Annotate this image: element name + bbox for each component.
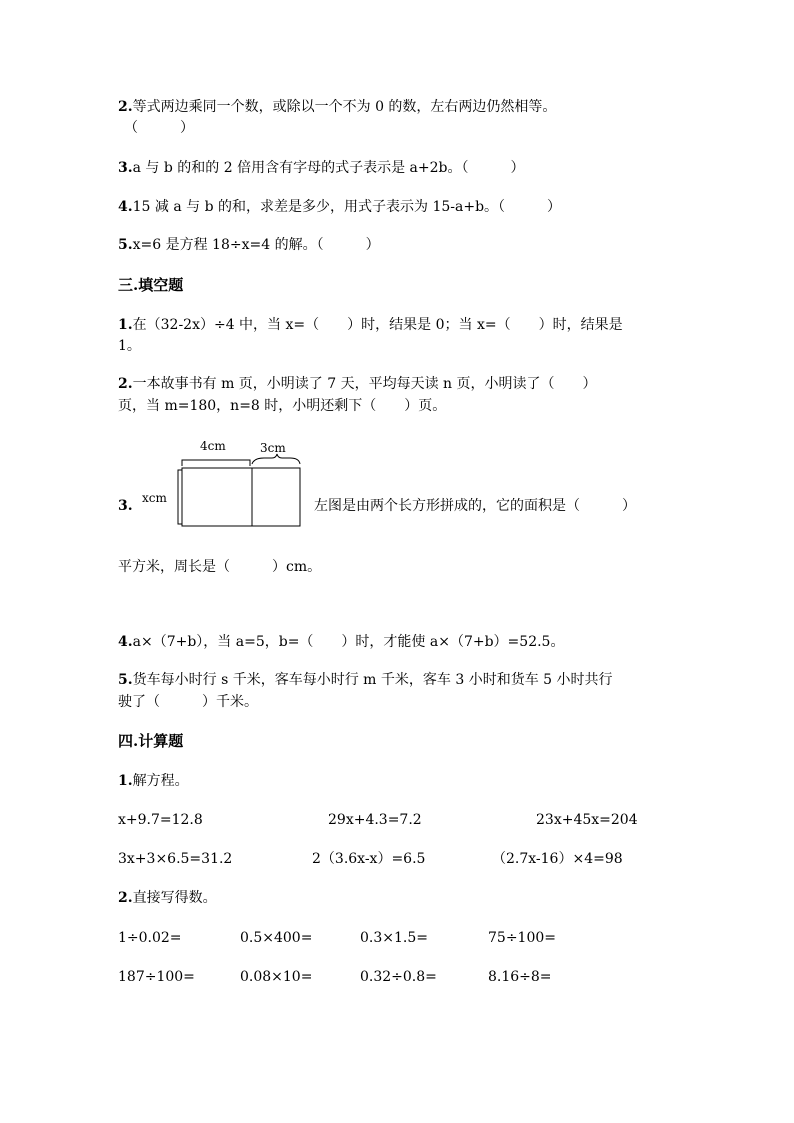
equation-4: 3x+3×6.5=31.2	[118, 851, 233, 867]
equation-3: 23x+45x=204	[536, 812, 638, 828]
side-bracket	[178, 470, 182, 524]
question-number: 2.	[118, 376, 133, 392]
judge-q2-answer[interactable]: （ ）	[124, 120, 194, 136]
figure-label-4cm: 4cm	[200, 439, 226, 453]
fill-q3-line2: 平方米，周长是（ ）cm。	[118, 559, 322, 575]
top-bracket-4cm	[182, 460, 250, 466]
section-title-calc: 四.计算题	[118, 732, 184, 750]
question-text: 等式两边乘同一个数，或除以一个不为 0 的数，左右两边仍然相等。	[132, 99, 557, 115]
fill-q2-line1	[118, 374, 597, 394]
figure-label-3cm: 3cm	[260, 441, 286, 455]
equation-1: x+9.7=12.8	[118, 812, 203, 828]
question-text: a 与 b 的和的 2 倍用含有字母的式子表示是 a+2b。（ ）	[132, 160, 525, 176]
question-text: a×（7+b），当 a=5，b=（ ）时，才能使 a×（7+b）=52.5。	[132, 634, 565, 650]
question-number: 4.	[118, 634, 133, 650]
equation-5: 2（3.6x-x）=6.5	[312, 851, 426, 867]
oral-calc-1: 1÷0.02=	[118, 930, 182, 946]
judge-q5	[118, 235, 380, 255]
rect-left	[182, 468, 252, 526]
equation-6: （2.7x-16）×4=98	[492, 851, 623, 867]
question-text: 一本故事书有 m 页，小明读了 7 天，平均每天读 n 页，小明读了（ ）	[132, 376, 597, 392]
question-number: 5.	[118, 672, 133, 688]
question-number: 3.	[118, 498, 133, 514]
question-number: 1.	[118, 317, 133, 333]
question-number: 2.	[118, 99, 133, 115]
fill-q5-line1	[118, 670, 613, 690]
oral-calc-4: 75÷100=	[488, 930, 556, 946]
question-number: 1.	[118, 773, 133, 789]
fill-q3-text: 左图是由两个长方形拼成的，它的面积是（ ）	[314, 498, 636, 514]
question-text: 15 减 a 与 b 的和，求差是多少，用式子表示为 15-a+b。（ ）	[132, 199, 562, 215]
question-number: 5.	[118, 237, 133, 253]
question-text: 货车每小时行 s 千米，客车每小时行 m 千米，客车 3 小时和货车 5 小时共行	[132, 672, 613, 688]
figure-label-xcm: xcm	[142, 491, 167, 505]
fill-q4	[118, 632, 564, 652]
question-number: 2.	[118, 890, 133, 906]
judge-q4	[118, 197, 561, 217]
fill-q1-line2: 1。	[118, 338, 141, 354]
question-number: 4.	[118, 199, 133, 215]
rectangle-figure	[136, 432, 308, 536]
question-number: 3.	[118, 160, 133, 176]
calc-q1-title	[118, 771, 189, 791]
calc-q2-title	[118, 888, 217, 908]
fill-q1-line1	[118, 315, 623, 335]
equation-2: 29x+4.3=7.2	[328, 812, 422, 828]
oral-calc-8: 8.16÷8=	[488, 969, 552, 985]
question-text: x=6 是方程 18÷x=4 的解。（ ）	[132, 237, 380, 253]
judge-q3	[118, 158, 525, 178]
oral-calc-5: 187÷100=	[118, 969, 195, 985]
question-text: 直接写得数。	[132, 890, 217, 906]
question-text: 在（32-2x）÷4 中，当 x=（ ）时，结果是 0；当 x=（ ）时，结果是	[132, 317, 623, 333]
fill-q5-line2: 驶了（ ）千米。	[118, 694, 258, 710]
oral-calc-2: 0.5×400=	[240, 930, 313, 946]
section-title-fill: 三.填空题	[118, 276, 184, 294]
oral-calc-3: 0.3×1.5=	[360, 930, 428, 946]
rect-right	[252, 468, 300, 526]
top-brace-3cm	[252, 454, 300, 464]
oral-calc-7: 0.32÷0.8=	[360, 969, 437, 985]
oral-calc-6: 0.08×10=	[240, 969, 313, 985]
judge-q2	[118, 97, 556, 117]
fill-q2-line2: 页，当 m=180，n=8 时，小明还剩下（ ）页。	[118, 398, 447, 414]
question-text: 解方程。	[132, 773, 189, 789]
